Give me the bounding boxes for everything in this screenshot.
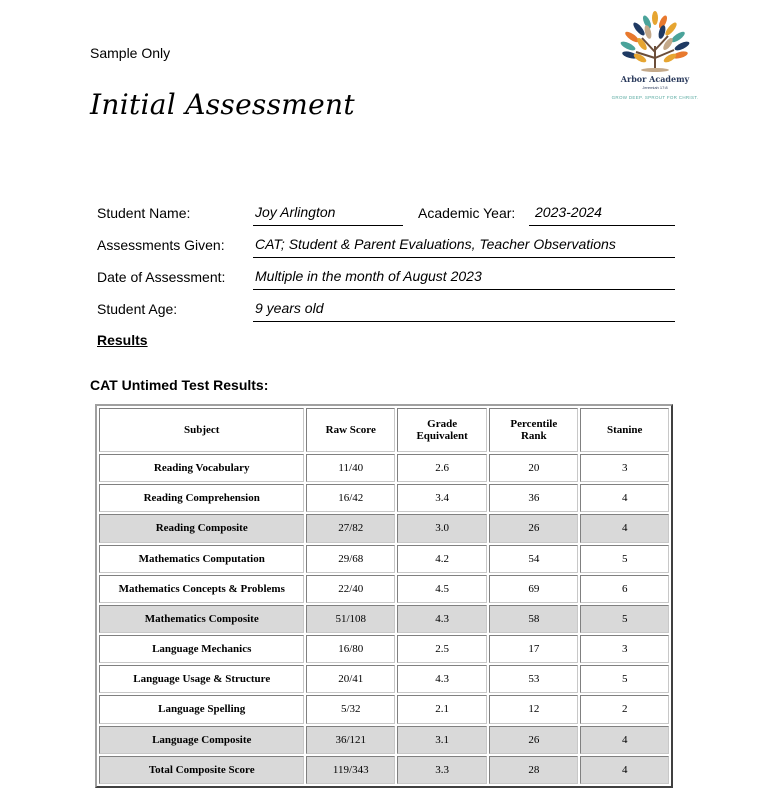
- table-row: [99, 545, 669, 573]
- subject-cell: Language Mechanics: [99, 635, 304, 663]
- subject-cell: Language Composite: [99, 726, 304, 754]
- subject-cell: Mathematics Computation: [99, 545, 304, 573]
- raw-score-cell: 36/121: [306, 726, 395, 754]
- table-row: [99, 484, 669, 512]
- stanine-cell: 6: [580, 575, 669, 603]
- subject-cell: Mathematics Composite: [99, 605, 304, 633]
- table-row: [99, 665, 669, 693]
- assessments-given-label: Assessments Given:: [97, 237, 225, 253]
- date-of-assessment-value: Multiple in the month of August 2023: [253, 264, 675, 290]
- student-age-label: Student Age:: [97, 301, 178, 317]
- table-row: [99, 454, 669, 482]
- percentile-rank-cell: 20: [489, 454, 578, 482]
- sample-only-label: Sample Only: [90, 45, 171, 61]
- percentile-rank-cell: 26: [489, 726, 578, 754]
- column-header-raw-score: Raw Score: [306, 408, 395, 452]
- column-header-subject: Subject: [99, 408, 304, 452]
- stanine-cell: 2: [580, 695, 669, 723]
- subject-cell: Reading Comprehension: [99, 484, 304, 512]
- percentile-rank-text: Percentile Rank: [510, 418, 558, 442]
- subject-cell: Language Usage & Structure: [99, 665, 304, 693]
- raw-score-cell: 16/80: [306, 635, 395, 663]
- grade-equivalent-cell: 4.3: [397, 605, 487, 633]
- percentile-rank-cell: 36: [489, 484, 578, 512]
- subject-cell: Language Spelling: [99, 695, 304, 723]
- table-row: [99, 635, 669, 663]
- table-row: [99, 726, 669, 754]
- percentile-rank-cell: 12: [489, 695, 578, 723]
- raw-score-cell: 22/40: [306, 575, 395, 603]
- percentile-rank-cell: 69: [489, 575, 578, 603]
- grade-equivalent-cell: 2.6: [397, 454, 487, 482]
- student-age-value: 9 years old: [253, 296, 675, 322]
- stanine-cell: 5: [580, 605, 669, 633]
- stanine-cell: 3: [580, 454, 669, 482]
- logo-school-name: Arbor Academy: [620, 74, 690, 84]
- raw-score-cell: 51/108: [306, 605, 395, 633]
- table-row: [99, 514, 669, 542]
- results-heading: Results: [97, 332, 148, 348]
- assessments-given-value: CAT; Student & Parent Evaluations, Teacher Observations: [253, 232, 675, 258]
- grade-equivalent-cell: 3.3: [397, 756, 487, 784]
- cat-results-table: [95, 404, 673, 788]
- logo-tagline: GROW DEEP. SPROUT FOR CHRIST.: [611, 95, 699, 100]
- student-name-label: Student Name:: [97, 205, 191, 221]
- percentile-rank-cell: 28: [489, 756, 578, 784]
- raw-score-cell: 27/82: [306, 514, 395, 542]
- academic-year-label: Academic Year:: [418, 205, 516, 221]
- grade-equivalent-cell: 4.2: [397, 545, 487, 573]
- grade-equivalent-cell: 3.0: [397, 514, 487, 542]
- stanine-cell: 5: [580, 665, 669, 693]
- stanine-cell: 3: [580, 635, 669, 663]
- subject-cell: Total Composite Score: [99, 756, 304, 784]
- percentile-rank-cell: 58: [489, 605, 578, 633]
- percentile-rank-cell: 54: [489, 545, 578, 573]
- grade-equivalent-cell: 2.1: [397, 695, 487, 723]
- stanine-cell: 4: [580, 756, 669, 784]
- table-row: [99, 575, 669, 603]
- column-header-percentile-rank: [489, 408, 578, 452]
- raw-score-cell: 16/42: [306, 484, 395, 512]
- cat-results-heading: CAT Untimed Test Results:: [90, 377, 269, 393]
- stanine-cell: 4: [580, 514, 669, 542]
- subject-cell: Reading Composite: [99, 514, 304, 542]
- student-name-value: Joy Arlington: [253, 200, 403, 226]
- table-header-row: [99, 408, 669, 452]
- percentile-rank-cell: 17: [489, 635, 578, 663]
- raw-score-cell: 11/40: [306, 454, 395, 482]
- grade-equivalent-cell: 4.5: [397, 575, 487, 603]
- column-header-grade-equivalent: [397, 408, 487, 452]
- percentile-rank-cell: 53: [489, 665, 578, 693]
- percentile-rank-cell: 26: [489, 514, 578, 542]
- subject-cell: Reading Vocabulary: [99, 454, 304, 482]
- table-row: [99, 605, 669, 633]
- grade-equivalent-cell: 3.4: [397, 484, 487, 512]
- table-row: [99, 756, 669, 784]
- raw-score-cell: 119/343: [306, 756, 395, 784]
- date-of-assessment-label: Date of Assessment:: [97, 269, 226, 285]
- subject-cell: Mathematics Concepts & Problems: [99, 575, 304, 603]
- grade-equivalent-text: Grade Equivalent: [416, 418, 468, 442]
- grade-equivalent-cell: 4.3: [397, 665, 487, 693]
- page-title: Initial Assessment: [90, 88, 355, 121]
- stanine-cell: 5: [580, 545, 669, 573]
- logo-verse: Jeremiah 17:8: [642, 85, 668, 90]
- stanine-cell: 4: [580, 484, 669, 512]
- school-logo: [606, 8, 704, 104]
- academic-year-value: 2023-2024: [529, 200, 675, 226]
- raw-score-cell: 20/41: [306, 665, 395, 693]
- grade-equivalent-cell: 2.5: [397, 635, 487, 663]
- column-header-stanine: Stanine: [580, 408, 669, 452]
- stanine-cell: 4: [580, 726, 669, 754]
- raw-score-cell: 29/68: [306, 545, 395, 573]
- tree-icon: [606, 8, 704, 74]
- raw-score-cell: 5/32: [306, 695, 395, 723]
- grade-equivalent-cell: 3.1: [397, 726, 487, 754]
- table-row: [99, 695, 669, 723]
